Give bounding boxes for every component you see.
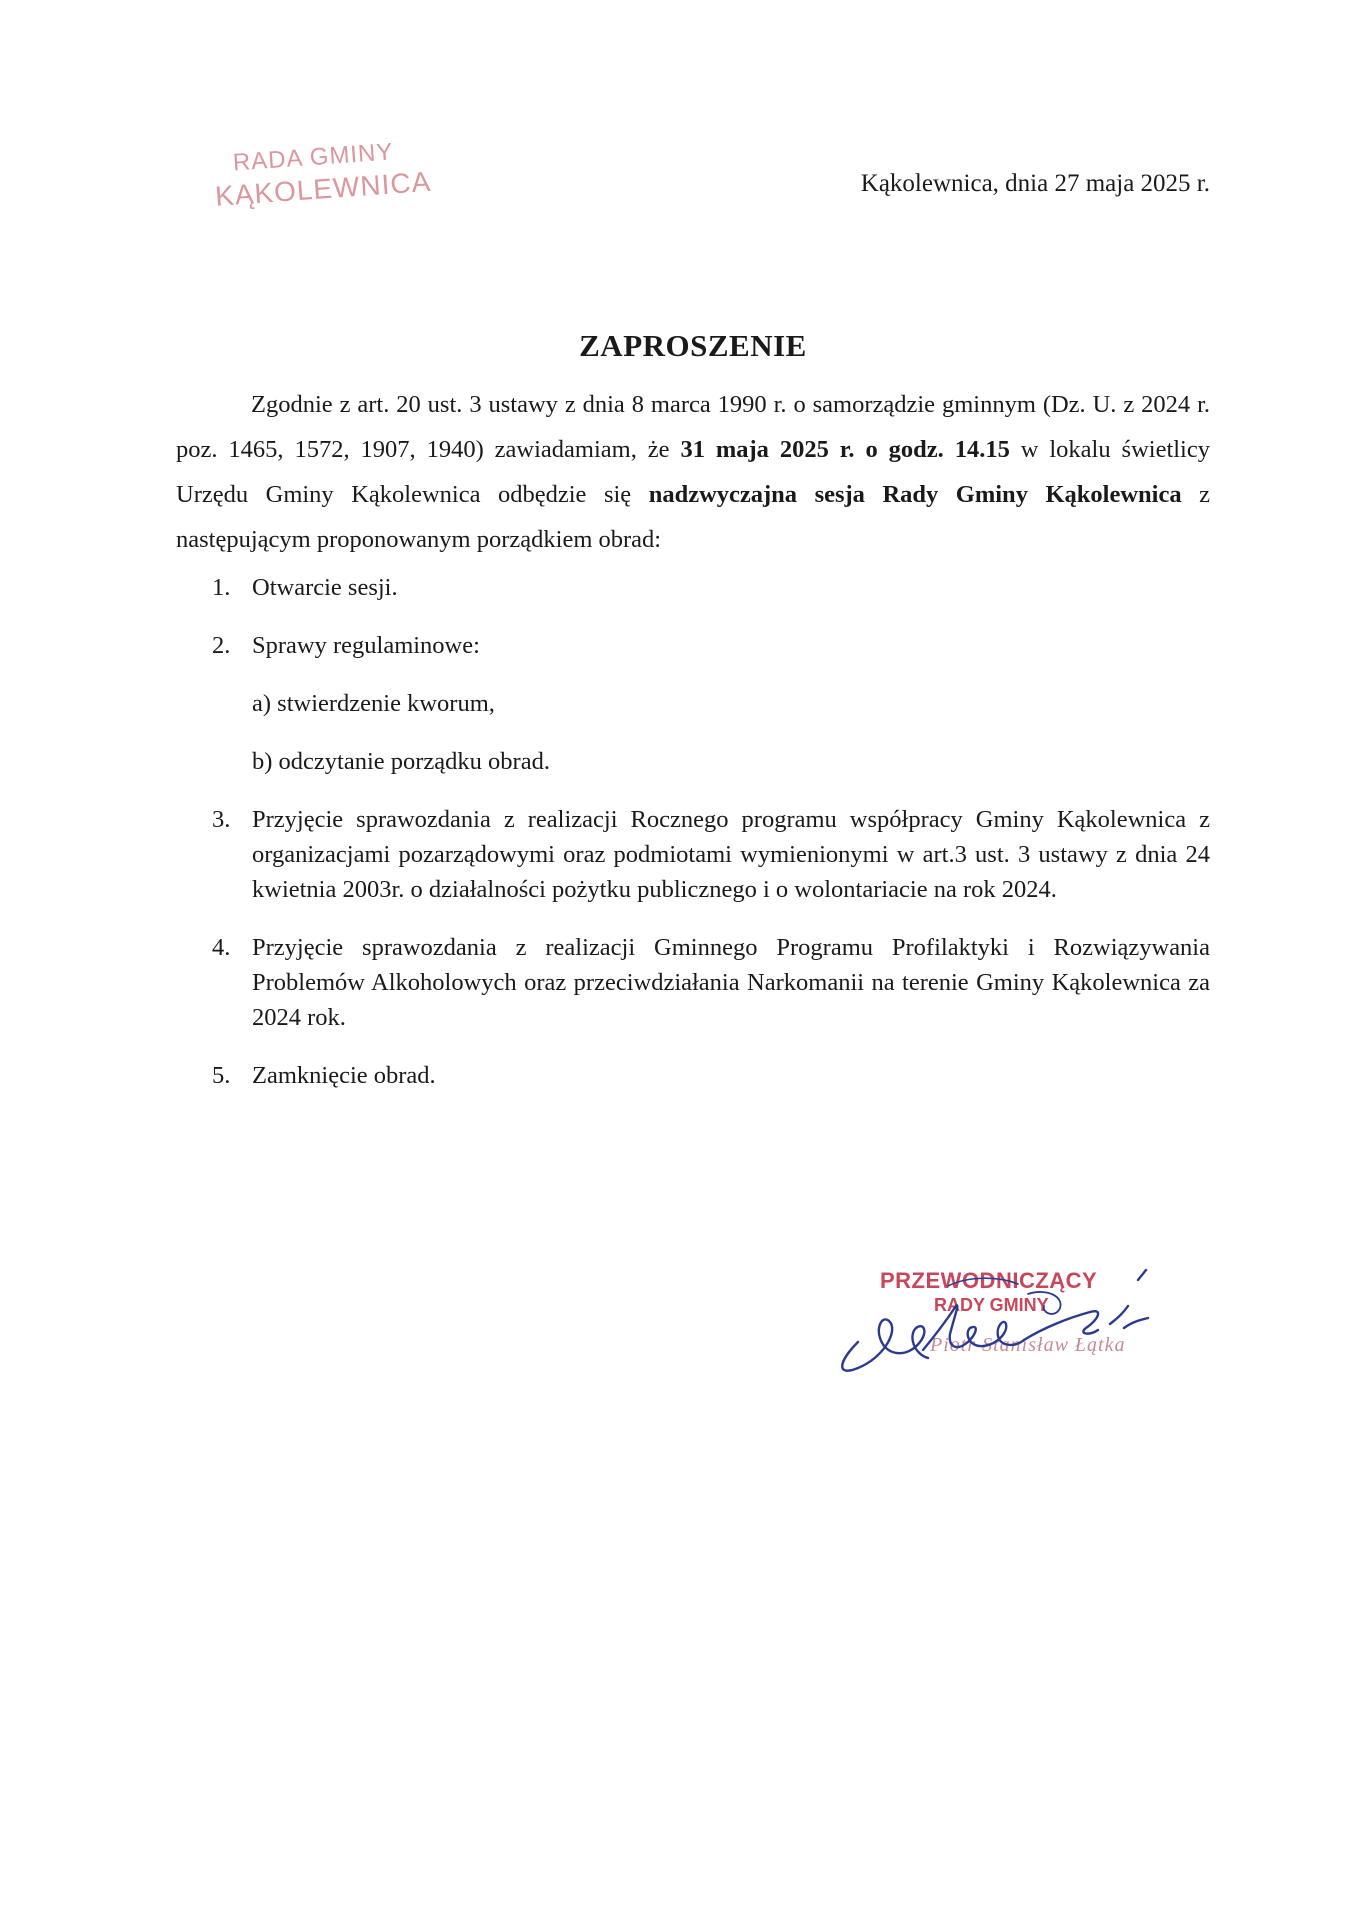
agenda-item-number: 4. — [212, 934, 231, 961]
agenda-item-number: 3. — [212, 806, 231, 833]
chairman-stamp-line2: RADY GMINY — [934, 1295, 1049, 1315]
agenda-item-number: 5. — [212, 1062, 231, 1089]
council-stamp-line2: KĄKOLEWNICA — [214, 165, 433, 212]
agenda-item-5 — [176, 1058, 1210, 1093]
place-date: Kąkolewnica, dnia 27 maja 2025 r. — [860, 170, 1210, 197]
council-stamp-line1: RADA GMINY — [232, 138, 395, 177]
agenda-item-text: Otwarcie sesji. — [252, 574, 398, 601]
intro-text-3: z następującym proponowanym porządkiem obrad: — [176, 481, 1210, 553]
agenda-item-4 — [176, 930, 1210, 1035]
agenda-item-text: Sprawy regulaminowe: — [252, 632, 480, 659]
agenda-subitem-b — [176, 744, 1210, 779]
agenda-item-number: 2. — [212, 632, 231, 659]
agenda-subitem-a — [176, 686, 1210, 721]
agenda-subitem-text: b) odczytanie porządku obrad. — [252, 748, 550, 775]
intro-text-1: Zgodnie z art. 20 ust. 3 ustawy z dnia 8 marca 1990 r. o samorządzie gminnym (Dz. U. z 2024 r. poz. 1465, 1572, 1907, 1940) zawiadamiam, że — [176, 391, 1210, 463]
chairman-stamp-name: Piotr Stanisław Łątka — [930, 1334, 1126, 1356]
intro-date-time: 31 maja 2025 r. o godz. 14.15 — [680, 436, 1010, 463]
intro-paragraph — [176, 382, 1210, 562]
agenda-item-text: Przyjęcie sprawozdania z realizacji Rocznego programu współpracy Gminy Kąkolewnica z organizacjami pozarządowymi oraz podmiotami wymienionymi w art.3 ust. 3 ustawy z dnia 24 kwietnia 2003r. o działalności pożytku publicznego i o wolontariacie na rok 2024. — [252, 806, 1210, 903]
council-stamp — [212, 135, 432, 214]
agenda-item-text: Zamknięcie obrad. — [252, 1062, 436, 1089]
agenda-subitem-text: a) stwierdzenie kworum, — [252, 690, 495, 717]
agenda-item-2 — [176, 628, 1210, 663]
intro-session-name: nadzwyczajna sesja Rady Gminy Kąkolewnica — [648, 481, 1182, 508]
intro-text-2: w lokalu świetlicy Urzędu Gminy Kąkolewnica odbędzie się — [176, 436, 1210, 508]
agenda-item-1 — [176, 570, 1210, 605]
document-title: ZAPROSZENIE — [579, 328, 807, 363]
agenda-list — [176, 570, 1210, 1093]
agenda-item-number: 1. — [212, 574, 231, 601]
agenda-item-3 — [176, 802, 1210, 907]
agenda-item-text: Przyjęcie sprawozdania z realizacji Gminnego Programu Profilaktyki i Rozwiązywania Problemów Alkoholowych oraz przeciwdziałania Narkomanii na terenie Gminy Kąkolewnica za 2024 rok. — [252, 934, 1210, 1031]
chairman-stamp-line1: PRZEWODNICZĄCY — [880, 1268, 1098, 1293]
handwritten-signature — [828, 1262, 1168, 1382]
